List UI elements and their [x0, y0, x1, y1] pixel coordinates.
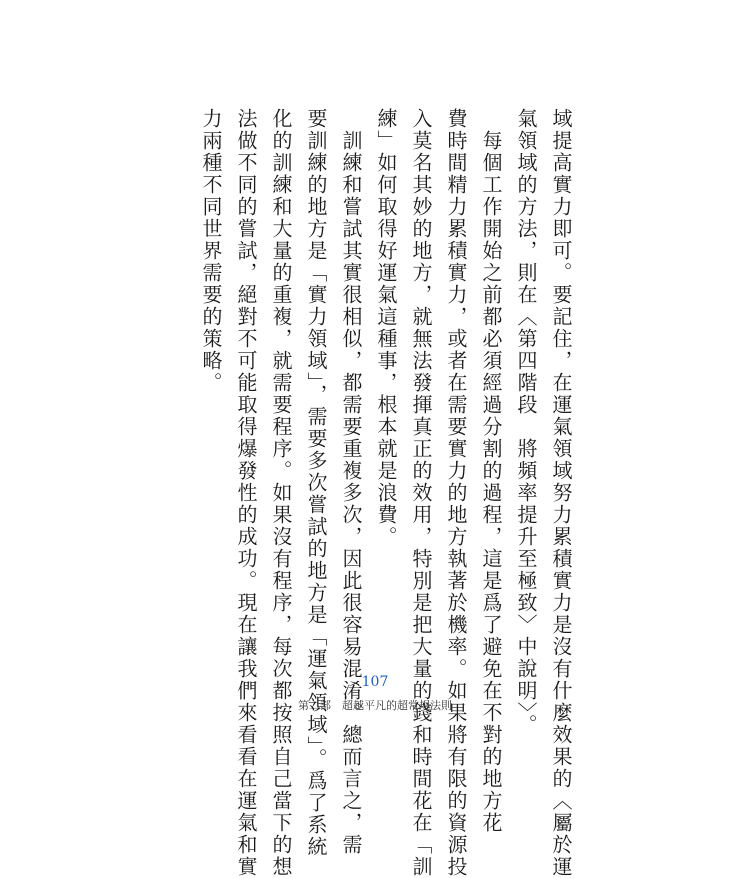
text-line: 化的訓練和大量的重複，就需要程序。如果沒有程序，每次都按照自己當下的想 — [269, 108, 293, 878]
text-line: 力兩種不同世界需要的策略。 — [199, 108, 223, 394]
text-line: 費時間精力累積實力，或者在需要實力的地方執著於機率。如果將有限的資源投 — [444, 108, 468, 878]
text-line: 入莫名其妙的地方，就無法發揮真正的效用，特別是把大量的錢和時間花在「訓 — [409, 108, 433, 878]
page-number: 107 — [361, 674, 389, 690]
running-footer: 第二部 超越平凡的超常規法則 — [298, 699, 452, 712]
text-line: 練」如何取得好運氣這種事，根本就是浪費。 — [374, 108, 398, 548]
text-line: 氣領域的方法，則在〈第四階段 將頻率提升至極致〉中說明〉。 — [514, 108, 538, 736]
text-line: 要訓練的地方是「實力領域」，需要多次嘗試的地方是「運氣領域」。爲了系統 — [304, 108, 328, 858]
text-line: 域提高實力即可。要記住，在運氣領域努力累積實力是沒有什麼效果的〈屬於運 — [549, 108, 573, 878]
text-line: 法做不同的嘗試，絕對不可能取得爆發性的成功。現在讓我們來看看在運氣和實 — [234, 108, 258, 878]
text-line: 訓練和嘗試其實很相似，都需要重複多次，因此很容易混淆。總而言之，需 — [339, 108, 363, 856]
text-line: 每個工作開始之前都必須經過分割的過程，這是爲了避免在不對的地方花 — [479, 108, 503, 834]
